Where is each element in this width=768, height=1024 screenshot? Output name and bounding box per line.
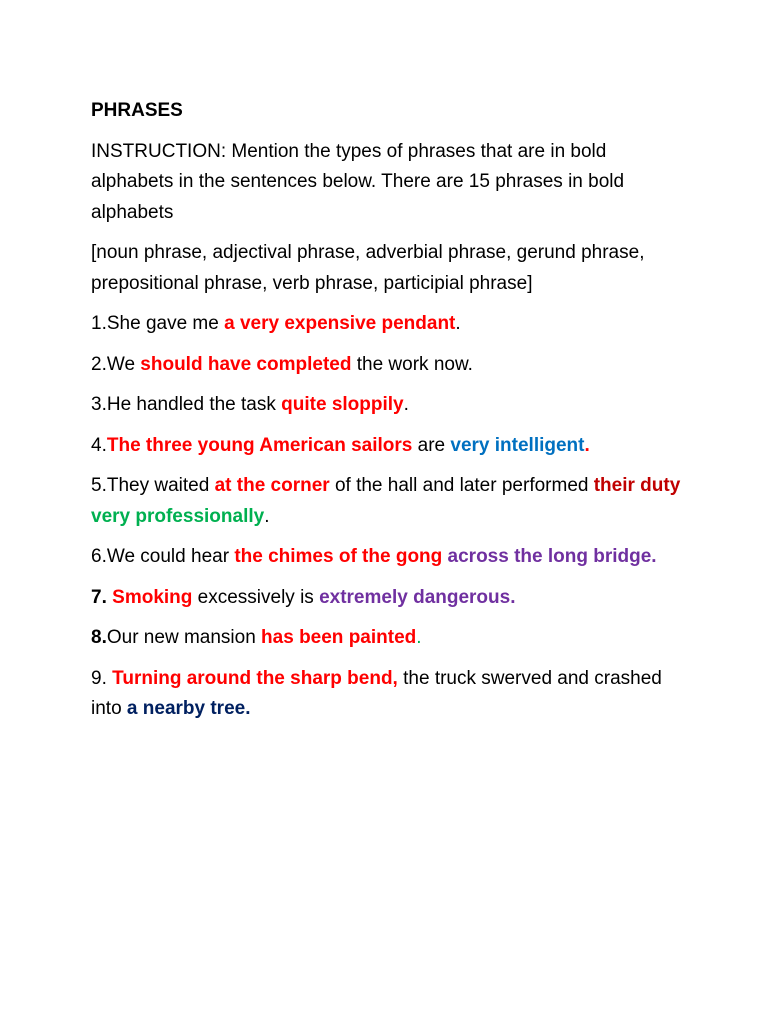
sentence-item [91, 623, 691, 654]
bold-phrase: The three young American sailors [106, 434, 413, 456]
sentence-text: . [403, 394, 409, 415]
sentence-item [91, 471, 691, 532]
sentence-number: 2. [91, 353, 107, 375]
sentence-text: They waited [106, 475, 215, 496]
sentence-text: the work now. [351, 353, 473, 375]
bold-phrase: across the long bridge. [447, 546, 657, 567]
document-page [91, 96, 691, 735]
sentence-item [91, 431, 691, 462]
sentence-item [91, 390, 691, 421]
sentence-number: 4. [91, 434, 107, 456]
bold-phrase: their duty [593, 475, 681, 496]
sentence-text: He handled the task [106, 394, 282, 415]
sentence-number: 1. [91, 313, 107, 334]
phrase-types-list: [noun phrase, adjectival phrase, adverbial phrase, gerund phrase, prepositional phrase, verb phrase, participial phrase] [91, 242, 645, 294]
bold-phrase: Smoking [112, 586, 193, 608]
sentence-text: We [106, 353, 141, 375]
bold-phrase: should have completed [140, 353, 352, 375]
sentence-text: Our new mansion [106, 627, 262, 648]
sentence-text: excessively is [192, 586, 320, 608]
sentence-item [91, 664, 691, 725]
sentence-number: 3. [91, 394, 107, 415]
sentence-number: 5. [91, 475, 107, 496]
sentence-text: . [455, 313, 461, 334]
sentence-number: 7. [91, 586, 107, 608]
bold-phrase: extremely dangerous. [319, 586, 516, 608]
sentence-text: . [264, 505, 270, 527]
bold-phrase: has been painted [261, 627, 417, 648]
sentence-number: 9. [91, 667, 107, 689]
sentence-text: are [412, 434, 451, 456]
bold-phrase: quite sloppily [281, 394, 404, 415]
sentence-list [91, 309, 691, 725]
bold-phrase: . [584, 434, 590, 456]
bold-phrase: . [416, 627, 422, 648]
bold-phrase: Turning around the sharp bend, [106, 667, 398, 689]
sentence-number: 6. [91, 546, 107, 567]
bold-phrase: a very expensive pendant [224, 313, 456, 334]
sentence-item [91, 309, 691, 340]
bold-phrase: the chimes of the gong [234, 546, 443, 567]
sentence-item [91, 583, 691, 614]
sentence-item [91, 542, 691, 573]
bold-phrase: very professionally [91, 505, 265, 527]
sentence-text: She gave me [106, 313, 225, 334]
instruction-text: INSTRUCTION: Mention the types of phrases that are in bold alphabets in the sentences below. There are 15 phrases in bold alphabets [91, 140, 625, 223]
sentence-number: 8. [91, 627, 107, 648]
sentence-text: We could hear [106, 546, 235, 567]
sentence-text: of the hall and later performed [329, 475, 594, 496]
page-title: PHRASES [91, 100, 183, 121]
sentence-text: the truck swerved and crashed into [91, 667, 662, 719]
bold-phrase: very intelligent [450, 434, 585, 456]
bold-phrase: at the corner [214, 475, 330, 496]
bold-phrase: a nearby tree. [126, 698, 251, 719]
sentence-item [91, 350, 691, 381]
